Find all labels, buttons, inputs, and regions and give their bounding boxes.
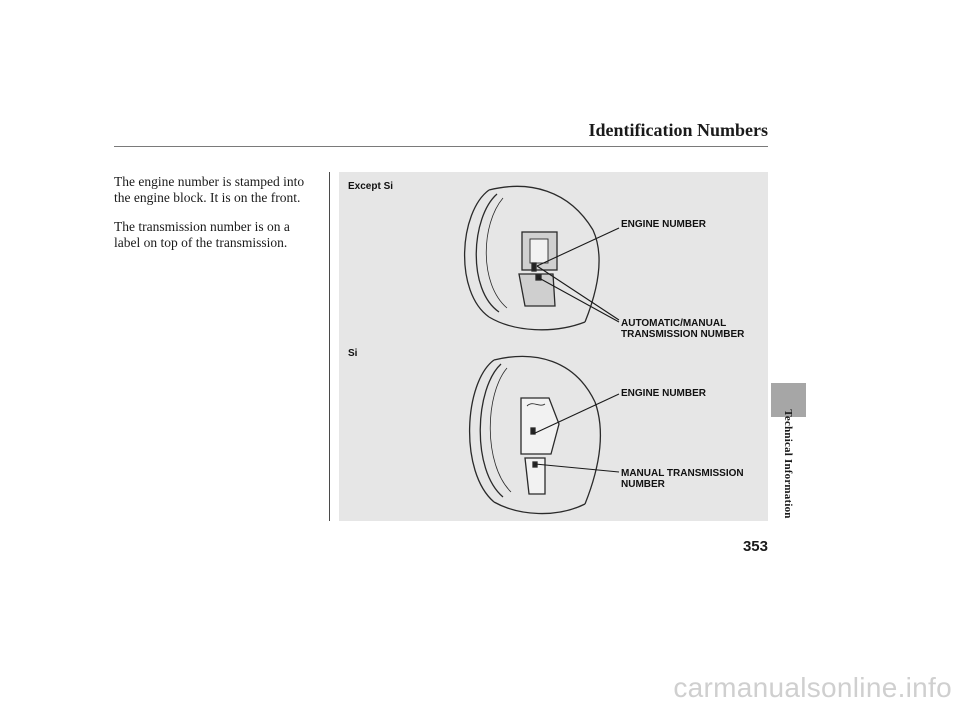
identification-figure: [339, 172, 768, 521]
hood-line-right-si: [585, 402, 600, 504]
body-text: [114, 174, 319, 264]
engine-number-paragraph: The engine number is stamped into the engine block. It is on the front.: [114, 174, 305, 205]
engine-number-label-si: ENGINE NUMBER: [621, 388, 707, 399]
si-caption: Si: [348, 348, 358, 359]
manual-transmission-label: MANUAL TRANSMISSION NUMBER: [621, 468, 744, 490]
left-fender-inner-si: [480, 364, 503, 497]
engine-number-label: ENGINE NUMBER: [621, 219, 707, 230]
page-number: 353: [742, 538, 768, 555]
section-tab-label: [778, 405, 798, 523]
except-si-caption: Except Si: [348, 181, 394, 192]
watermark: carmanualsonline.info: [673, 672, 952, 703]
page-section-title: Identification Numbers: [588, 120, 768, 140]
transmission-number-paragraph: The transmission number is on a label on top of the transmission.: [114, 219, 290, 250]
transmission-leader-si: [535, 464, 619, 472]
automatic-manual-transmission-label: AUTOMATIC/MANUAL TRANSMISSION NUMBER: [621, 318, 745, 340]
bumper-line: [489, 317, 585, 330]
bumper-line-si: [494, 502, 585, 514]
column-divider: [329, 172, 330, 521]
engine-block-shape-si: [521, 398, 559, 454]
header-divider: [114, 146, 768, 147]
hood-line-si: [494, 356, 595, 402]
hood-line: [489, 186, 593, 230]
hood-line-right: [585, 230, 599, 322]
engine-bay-si: [470, 356, 601, 513]
section-tab-text: Technical Information: [782, 409, 794, 519]
engine-bay-except-si: [465, 186, 600, 329]
